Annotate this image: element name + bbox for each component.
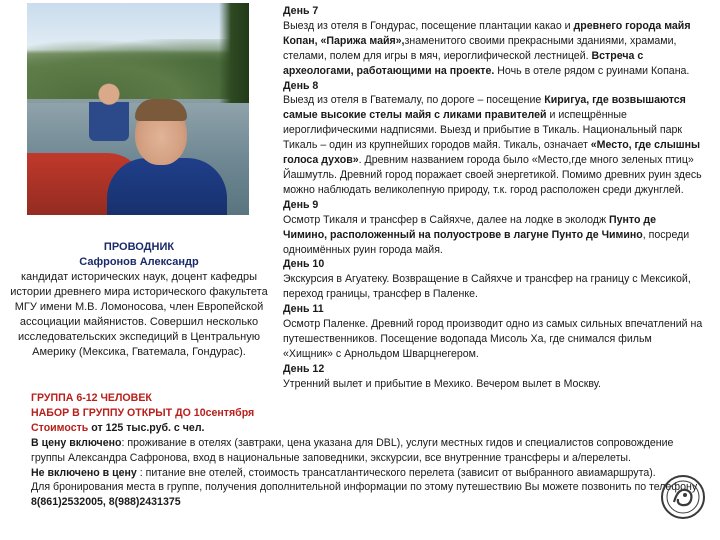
booking-line: Для бронирования места в группе, получения дополнительной информации по этому путешествию Вы можете позвонить по телефону 8(861)2532005, 8(988)2431375	[31, 481, 698, 509]
included-line: В цену включено: проживание в отелях (завтраки, цена указана для DBL), услуги местных гидов и специалистов сопровождение группы Александра Сафронова, вход в национальные заповедники, экскурсии, все внутренние трансферы и а/перелеты.	[31, 436, 674, 464]
day10-label: День 10	[283, 258, 325, 271]
guide-info	[5, 240, 273, 360]
group-size: ГРУППА 6-12 ЧЕЛОВЕК	[31, 392, 152, 404]
cost-line: Стоимость от 125 тыс.руб. с чел.	[31, 421, 205, 434]
excluded-line: Не включено в цену : питание вне отелей, стоимость трансатлантического перелета (зависит от выбранного авиамаршрута).	[31, 466, 656, 479]
guide-title: ПРОВОДНИК	[103, 241, 175, 253]
day7-label: День 7	[283, 5, 319, 17]
day12-label: День 12	[283, 362, 325, 375]
itinerary	[283, 4, 703, 392]
day11-label: День 11	[283, 303, 324, 316]
guide-photo	[27, 3, 249, 215]
day9-label: День 9	[283, 198, 319, 211]
stamp-logo-icon	[660, 472, 706, 522]
phone-numbers[interactable]: 8(861)2532005, 8(988)2431375	[31, 496, 181, 509]
booking-deadline: НАБОР В ГРУППУ ОТКРЫТ ДО 10сентября	[31, 406, 255, 419]
day11-text: Осмотр Паленке. Древний город производит одно из самых сильных впечатлений на путешественников. Посещение водопада Мисоль Ха, где снимался фильм «Хищник» с Арнольдом Шварцнегером.	[283, 318, 703, 360]
day10-text: Экскурсия в Агуатеку. Возвращение в Сайяхче и трансфер на границу с Мексикой, переход границы, трансфер в Паленке.	[283, 273, 691, 301]
day9-text: Осмотр Тикаля и трансфер в Сайяхче, далее на лодке в эколодж Пунто де Чимино, расположенный на полуострове в лагуне Пунто де Чимино, посреди одноимённых руин города майя.	[283, 213, 690, 256]
day8-label: День 8	[283, 79, 319, 92]
guide-name: Сафронов Александр	[79, 256, 199, 268]
day7-text: Выезд из отеля в Гондурас, посещение плантации какао и древнего города майя Копан, «Парижа майя»,знаменитого своими прекрасными зданиями, храмами, стелами, полем для игры в мяч, иероглифической лестницей. Встреча с археологами, работающими на проекте. Ночь в отеле рядом с руинами Копана.	[283, 19, 691, 77]
guide-description: кандидат исторических наук, доцент кафедры истории древнего мира исторического факультета МГУ имени М.В. Ломоносова, член Европейской ассоциации майянистов. Совершил несколько исследовательских экспедиций в Центральную Америку (Мексика, Гватемала, Гондурас).	[10, 271, 268, 358]
day12-text: Утренний вылет и прибытие в Мехико. Вечером вылет в Москву.	[283, 377, 601, 390]
tour-terms	[31, 391, 703, 510]
day8-text: Выезд из отеля в Гватемалу, по дороге – посещение Киригуа, где возвышаются самые высокие стелы майя с ликами правителей и испещрённые иероглифическими надписями. Выезд и прибытие в Тикаль. Национальный парк Тикаль – один из крупнейших городов майя. Тикаль, означает «Место, где слышны голоса духов». Древним названием города было «Место,где много зеленых птиц» Йашмутль. Древний город поражает своей энергетикой. Помимо древних руин здесь можно наблюдать великолепную природу, т.к. город расположен среди джунглей.	[283, 94, 702, 196]
